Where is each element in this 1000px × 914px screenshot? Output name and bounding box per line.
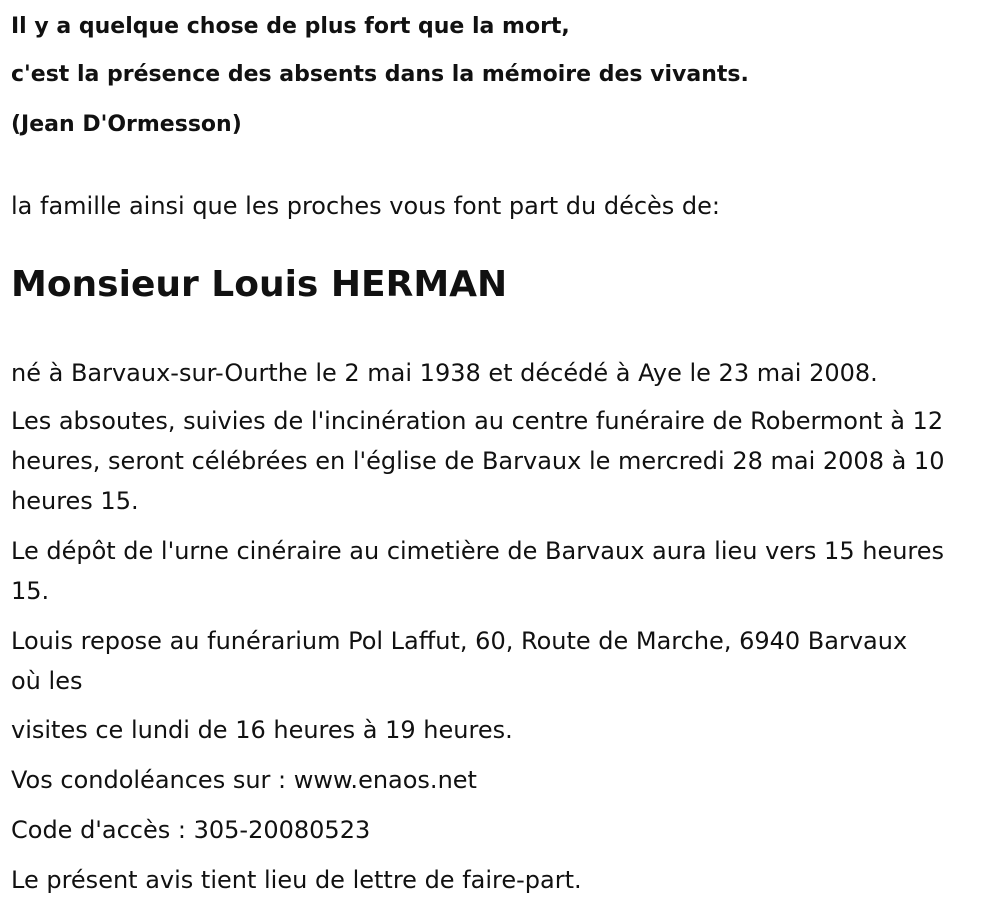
urn-paragraph: Le dépôt de l'urne cinéraire au cimetière de Barvaux aura lieu vers 15 heures 15. (11, 537, 945, 605)
access-code-paragraph: Code d'accès : 305-20080523 (11, 816, 371, 844)
intro-text: la famille ainsi que les proches vous font part du décès de: (11, 192, 721, 220)
ceremony-paragraph: Les absoutes, suivies de l'incinération au centre funéraire de Robermont à 12 heures, seront célébrées en l'église de Barvaux le mercredi 28 mai 2008 à 10 heures 15. (11, 407, 945, 515)
condolences-paragraph: Vos condoléances sur : www.enaos.net (11, 766, 477, 794)
quote-line-2: c'est la présence des absents dans la mémoire des vivants. (11, 62, 749, 87)
notice-paragraph: Le présent avis tient lieu de lettre de faire-part. (11, 866, 582, 894)
birth-death-paragraph: né à Barvaux-sur-Ourthe le 2 mai 1938 et décédé à Aye le 23 mai 2008. (11, 359, 878, 387)
quote-line-1: Il y a quelque chose de plus fort que la mort, (11, 14, 570, 39)
quote-author: (Jean D'Ormesson) (11, 112, 242, 137)
funerarium-paragraph: Louis repose au funérarium Pol Laffut, 60, Route de Marche, 6940 Barvaux où les (11, 627, 908, 695)
deceased-name: Monsieur Louis HERMAN (11, 264, 508, 305)
visits-paragraph: visites ce lundi de 16 heures à 19 heures. (11, 716, 513, 744)
